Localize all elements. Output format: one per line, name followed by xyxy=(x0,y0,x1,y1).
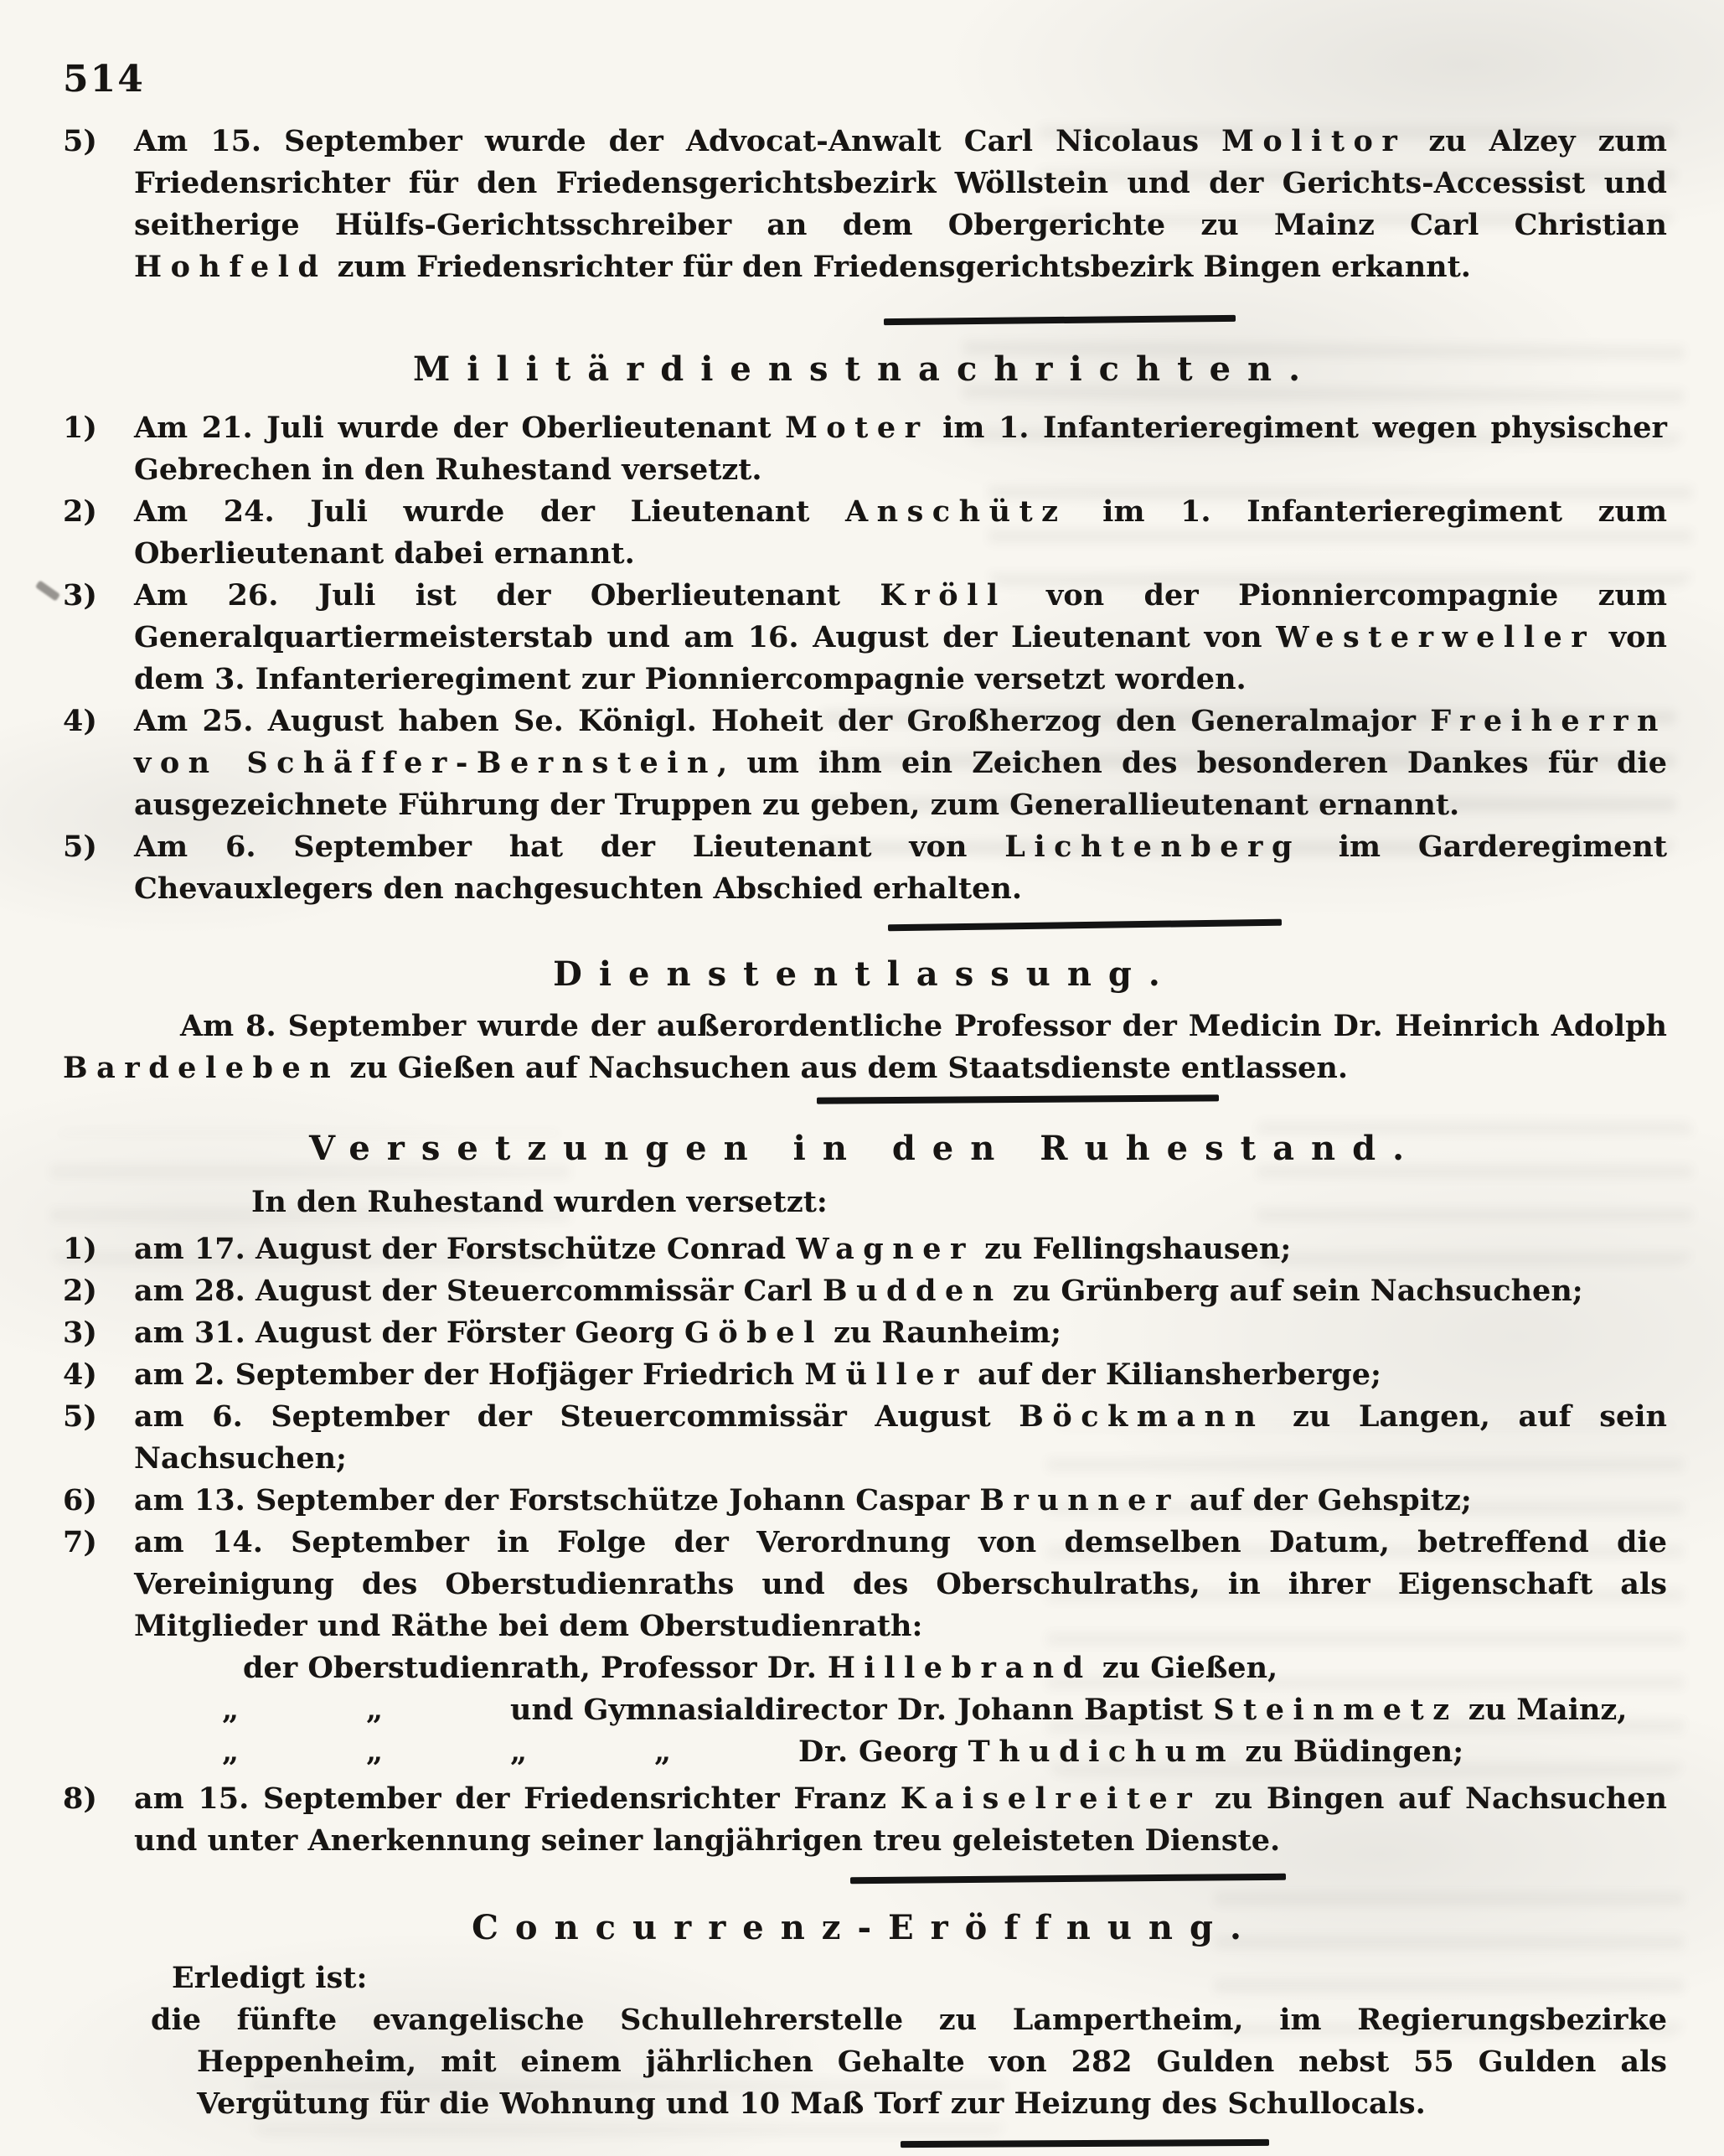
section-list-ruhestand-liste xyxy=(63,1228,1667,1647)
margin-smudge xyxy=(35,580,60,601)
text-segment: am 28. August der Steuercommissär Carl xyxy=(134,1274,823,1308)
section-rule-divider-3 xyxy=(817,1094,1219,1104)
list-item xyxy=(63,1396,1667,1480)
text-segment: „ xyxy=(366,1693,384,1727)
text-segment: am 13. September der Forstschütze Johann Caspar xyxy=(134,1483,980,1517)
text-segment: Müller xyxy=(804,1357,968,1392)
text-segment: Heinrich Adolph xyxy=(1383,1009,1667,1043)
item-text xyxy=(134,1354,1667,1396)
text-segment: Kaiselreiter xyxy=(900,1781,1201,1816)
ditto-row xyxy=(222,1689,1667,1731)
list-item xyxy=(63,407,1667,491)
text-segment: Am 6. September hat der Lieutenant von xyxy=(134,830,1005,864)
text-segment: Göbel xyxy=(684,1316,823,1350)
list-item xyxy=(63,826,1667,910)
list-item xyxy=(63,701,1667,826)
list-item xyxy=(63,575,1667,701)
text-segment: am 2. September der Hofjäger Friedrich xyxy=(134,1357,805,1392)
text-segment: der Oberstudienrath, Professor xyxy=(243,1651,767,1685)
text-segment: zu Büdingen; xyxy=(1235,1735,1464,1769)
item-marker: 3) xyxy=(63,1316,97,1350)
list-item xyxy=(63,1312,1667,1354)
text-segment: Dr. xyxy=(767,1651,818,1685)
item-marker: 1) xyxy=(63,411,97,445)
text-segment: zu Mainz, xyxy=(1458,1693,1628,1727)
item-text xyxy=(134,1396,1667,1480)
section-rule-divider-2 xyxy=(888,919,1282,932)
text-segment: Molitor xyxy=(1221,124,1407,158)
text-segment: „ xyxy=(222,1735,240,1769)
item-text xyxy=(134,1522,1667,1647)
text-segment: Budden xyxy=(822,1274,1003,1308)
item-text xyxy=(134,491,1667,575)
text-segment: „ xyxy=(366,1735,384,1769)
item-text xyxy=(134,1228,1667,1270)
text-segment: Am 15. September wurde der Advocat-Anwalt Carl Nicolaus xyxy=(134,124,1222,158)
item-marker: 5) xyxy=(63,124,97,158)
text-segment: Thudichum xyxy=(968,1735,1236,1769)
text-segment: Am 24. Juli wurde der Lieutenant xyxy=(134,494,845,529)
item-text xyxy=(134,1312,1667,1354)
text-segment: Westerweller xyxy=(1276,620,1596,654)
list-item xyxy=(63,1480,1667,1522)
document-line-erledigt-intro xyxy=(172,1957,1667,1999)
ditto-row xyxy=(222,1647,1667,1689)
section-list-militaer-liste xyxy=(63,407,1667,910)
text-segment: und Gymnasialdirector xyxy=(510,1693,897,1727)
text-segment: Bardeleben xyxy=(63,1051,340,1085)
document-line-ruhestand-intro xyxy=(251,1181,1667,1223)
text-segment: zu Langen, auf sein Nachsuchen; xyxy=(134,1399,1667,1476)
list-item xyxy=(63,491,1667,575)
text-segment: zu Gießen auf Nachsuchen aus dem Staatsdienste entlassen. xyxy=(339,1051,1349,1085)
item-marker: 5) xyxy=(63,830,97,864)
list-item xyxy=(63,1270,1667,1312)
text-segment: Kröll xyxy=(880,578,1007,613)
list-item xyxy=(63,1354,1667,1396)
text-segment: am 15. September der Friedensrichter Franz xyxy=(134,1781,901,1816)
text-segment: auf der Gehspitz; xyxy=(1179,1483,1472,1517)
list-item xyxy=(63,1778,1667,1862)
section-heading-versetzungen-ruhestand: Versetzungen in den Ruhestand. xyxy=(308,1129,1421,1168)
list-item xyxy=(63,121,1667,288)
text-segment: Anschütz xyxy=(845,494,1067,529)
section-list-friedensrichter-ernennungen xyxy=(63,121,1667,288)
text-segment: am 31. August der Förster Georg xyxy=(134,1316,685,1350)
text-segment: Wagner xyxy=(796,1232,974,1266)
text-segment xyxy=(818,1651,828,1685)
ditto-rows-oberstudienrath-mitglieder xyxy=(222,1647,1667,1773)
text-segment: Lichtenberg xyxy=(1004,830,1301,864)
item-marker: 2) xyxy=(63,494,97,529)
item-marker: 4) xyxy=(63,1357,97,1392)
text-segment: Hohfeld xyxy=(134,250,328,284)
text-segment: Am 26. Juli ist der Oberlieutenant xyxy=(134,578,880,613)
item-text xyxy=(134,1270,1667,1312)
section-rule-divider-4 xyxy=(850,1874,1286,1885)
section-list-ruhestand-liste-schluss xyxy=(63,1778,1667,1862)
text-segment: zu Fellingshausen; xyxy=(973,1232,1292,1266)
text-segment: Dr. xyxy=(896,1693,947,1727)
text-segment: Dr. xyxy=(1333,1009,1384,1043)
item-text xyxy=(134,407,1667,491)
text-segment: „ xyxy=(222,1693,240,1727)
text-segment: im Garderegiment Chevauxlegers den nachgesuchten Abschied erhalten. xyxy=(134,830,1668,906)
text-segment: im 1. Infanterieregiment zum Oberlieutenant dabei ernannt. xyxy=(134,494,1668,571)
item-text xyxy=(134,701,1667,826)
text-segment: von dem 3. Infanterieregiment zur Pionniercompagnie versetzt worden. xyxy=(134,620,1667,696)
text-segment: , um ihm ein Zeichen des besonderen Dankes für die ausgezeichnete Führung der Truppen zu geben, zum Generallieutenant ernannt. xyxy=(134,746,1667,822)
text-segment: Dr. xyxy=(798,1735,849,1769)
item-marker: 6) xyxy=(63,1483,97,1517)
item-marker: 2) xyxy=(63,1274,97,1308)
document-content xyxy=(63,59,1667,2147)
text-segment: zum Friedensrichter für den Friedensgerichtsbezirk Bingen erkannt. xyxy=(327,250,1471,284)
item-marker: 7) xyxy=(63,1525,97,1559)
document-para-concurrenz-text xyxy=(63,1999,1667,2125)
item-marker: 1) xyxy=(63,1232,97,1266)
text-segment: Böckmann xyxy=(1019,1399,1265,1434)
text-segment: Am 8. September wurde der außerordentliche Professor der Medicin xyxy=(180,1009,1334,1043)
section-rule-divider-5 xyxy=(901,2139,1269,2148)
text-segment: am 17. August der Forstschütze Conrad xyxy=(134,1232,797,1266)
page-number: 514 xyxy=(63,58,145,101)
item-text xyxy=(134,1480,1667,1522)
ditto-row xyxy=(222,1731,1667,1773)
text-segment: Moter xyxy=(785,411,929,445)
item-marker: 5) xyxy=(63,1399,97,1434)
text-segment: Erledigt ist: xyxy=(172,1961,368,1995)
section-rule-divider-1 xyxy=(884,315,1236,325)
text-segment: Brunner xyxy=(979,1483,1179,1517)
text-segment: am 6. September der Steuercommissär August xyxy=(134,1399,1019,1434)
text-segment: die fünfte evangelische Schullehrerstelle zu Lampertheim, im Regierungsbezirke Heppenheim, mit einem jährlichen Gehalte von 282 Gulden nebst 55 Gulden als Vergütung für die Wohnung und 10 Maß Torf zur Heizung des Schullocals. xyxy=(151,2003,1667,2121)
list-item xyxy=(63,1228,1667,1270)
section-heading-dienstentlassung: Dienstentlassung. xyxy=(553,954,1177,994)
item-text xyxy=(134,1778,1667,1862)
text-segment: am 14. September in Folge der Verordnung von demselben Datum, betreffend die Vereinigung des Oberstudienraths und des Oberschulraths, in ihrer Eigenschaft als Mitglieder und Räthe bei dem Oberstudienrath: xyxy=(134,1525,1667,1643)
section-heading-militaerdienstnachrichten: Militärdienstnachrichten. xyxy=(412,349,1318,389)
text-segment: im 1. Infanterieregiment wegen physischer Gebrechen in den Ruhestand versetzt. xyxy=(134,411,1667,487)
text-segment: zu Raunheim; xyxy=(823,1316,1061,1350)
item-marker: 8) xyxy=(63,1781,97,1816)
document-para-dienstentlassung-text xyxy=(63,1006,1667,1089)
item-marker: 4) xyxy=(63,704,97,738)
text-segment: „ xyxy=(510,1735,528,1769)
text-segment: Hillebrand xyxy=(827,1651,1092,1685)
text-segment: zu Bingen auf Nachsuchen und unter Anerkennung seiner langjährigen treu geleisteten Dienste. xyxy=(134,1781,1668,1858)
text-segment: Johann Baptist xyxy=(947,1693,1214,1727)
list-item xyxy=(63,1522,1667,1647)
text-segment: „ xyxy=(654,1735,672,1769)
text-segment: zu Alzey zum Friedensrichter für den Friedensgerichtsbezirk Wöllstein und der Gerichts-Accessist und seitherige Hülfs-Gerichtsschreiber an dem Obergerichte zu Mainz Carl Christian xyxy=(134,124,1668,242)
item-text xyxy=(134,121,1667,288)
item-marker: 3) xyxy=(63,578,97,613)
item-text xyxy=(134,826,1667,910)
text-segment: Georg xyxy=(848,1735,968,1769)
text-segment: Steinmetz xyxy=(1213,1693,1458,1727)
text-segment: Freiherrn von Schäffer-Bernstein xyxy=(134,704,1667,780)
text-segment: Am 21. Juli wurde der Oberlieutenant xyxy=(134,411,786,445)
text-segment: von der Pionniercompagnie zum Generalquartiermeisterstab und am 16. August der Lieutenant von xyxy=(134,578,1667,654)
section-heading-concurrenz-eroeffnung: Concurrenz-Eröffnung. xyxy=(472,1908,1258,1947)
text-segment: Am 25. August haben Se. Königl. Hoheit der Großherzog den Generalmajor xyxy=(134,704,1431,738)
text-segment: In den Ruhestand wurden versetzt: xyxy=(251,1185,828,1219)
text-segment: zu Gießen, xyxy=(1092,1651,1278,1685)
item-text xyxy=(134,575,1667,701)
text-segment: auf der Kiliansherberge; xyxy=(967,1357,1381,1392)
text-segment: zu Grünberg auf sein Nachsuchen; xyxy=(1002,1274,1583,1308)
